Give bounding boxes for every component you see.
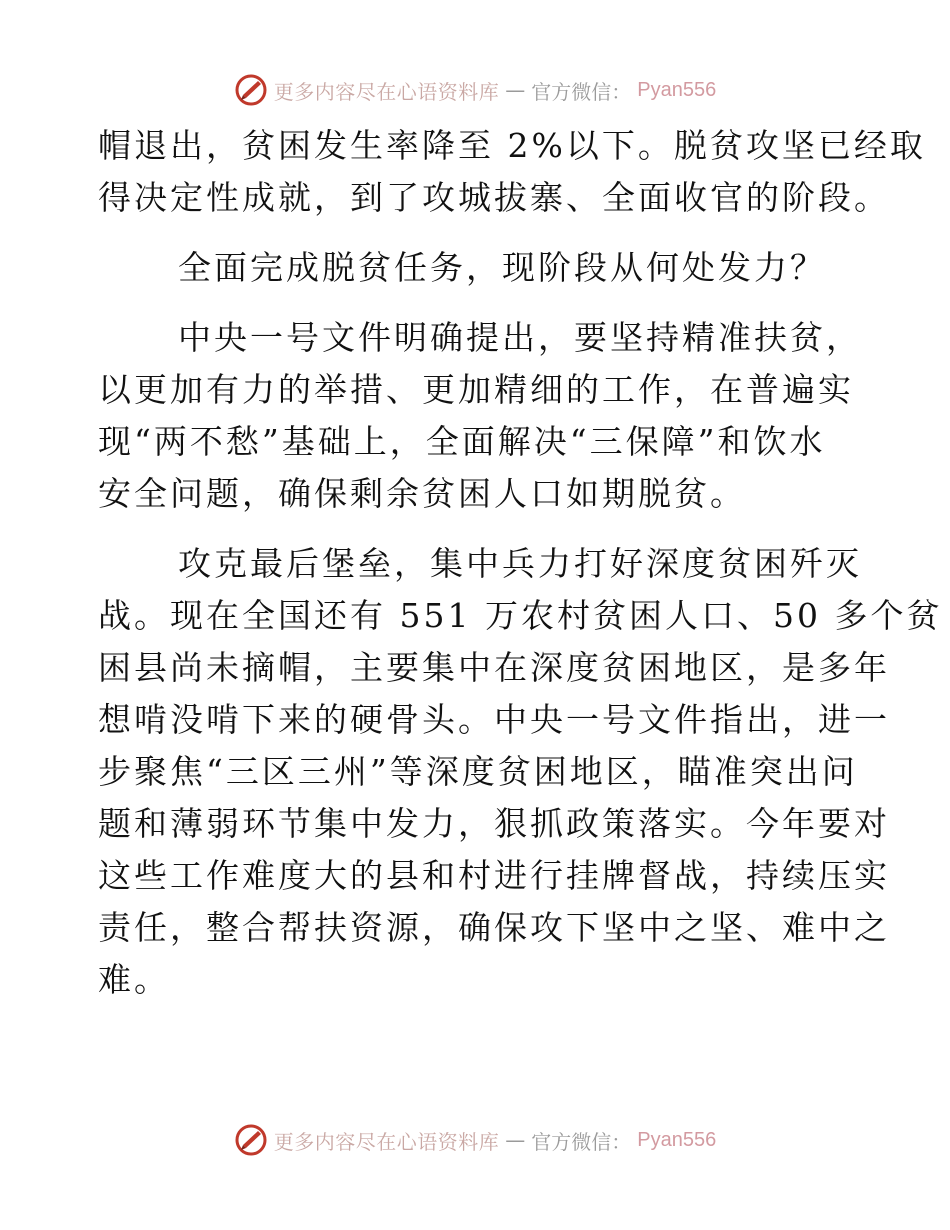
paragraph-3 <box>98 312 862 520</box>
text-line: 责任，整合帮扶资源，确保攻下坚中之坚、难中之 <box>98 908 890 947</box>
paragraph-1 <box>98 120 926 224</box>
watermark-wechat-id: Pyan556 <box>637 78 717 101</box>
text-line: 安全问题，确保剩余贫困人口如期脱贫。 <box>98 474 746 513</box>
logo-icon <box>234 73 268 107</box>
watermark-separator: — <box>505 78 526 102</box>
watermark-separator: — <box>505 1128 526 1152</box>
document-body <box>98 120 943 1024</box>
text-line: 想啃没啃下来的硬骨头。中央一号文件指出，进一 <box>98 700 890 739</box>
logo-icon <box>234 1123 268 1157</box>
watermark-wechat-label: 官方微信： <box>531 79 632 104</box>
text-line: 攻克最后堡垒，集中兵力打好深度贫困歼灭 <box>178 544 862 583</box>
text-line: 以更加有力的举措、更加精细的工作，在普遍实 <box>98 370 854 409</box>
watermark-text: 更多内容尽在心语资料库 <box>273 1129 500 1154</box>
text-line: 步聚焦“三区三州”等深度贫困地区，瞄准突出问 <box>98 752 858 791</box>
text-line: 得决定性成就，到了攻城拔寨、全面收官的阶段。 <box>98 178 890 217</box>
text-line: 困县尚未摘帽，主要集中在深度贫困地区，是多年 <box>98 648 890 687</box>
text-line: 现“两不愁”基础上，全面解决“三保障”和饮水 <box>98 422 826 461</box>
text-line: 题和薄弱环节集中发力，狠抓政策落实。今年要对 <box>98 804 890 843</box>
text-line: 难。 <box>98 960 170 999</box>
text-line: 战。现在全国还有 551 万农村贫困人口、50 多个贫 <box>98 596 943 635</box>
text-line: 中央一号文件明确提出，要坚持精准扶贫， <box>178 318 862 357</box>
paragraph-4 <box>98 538 943 1006</box>
paragraph-2 <box>98 242 858 294</box>
text-line: 全面完成脱贫任务，现阶段从何处发力？ <box>178 248 826 287</box>
watermark-wechat-label: 官方微信： <box>531 1129 632 1154</box>
text-line: 帽退出，贫困发生率降至 2%以下。脱贫攻坚已经取 <box>98 126 926 165</box>
text-line: 这些工作难度大的县和村进行挂牌督战，持续压实 <box>98 856 890 895</box>
footer-watermark <box>0 1120 950 1160</box>
watermark-text: 更多内容尽在心语资料库 <box>273 79 500 104</box>
header-watermark <box>0 70 950 110</box>
watermark-wechat-id: Pyan556 <box>637 1128 717 1151</box>
